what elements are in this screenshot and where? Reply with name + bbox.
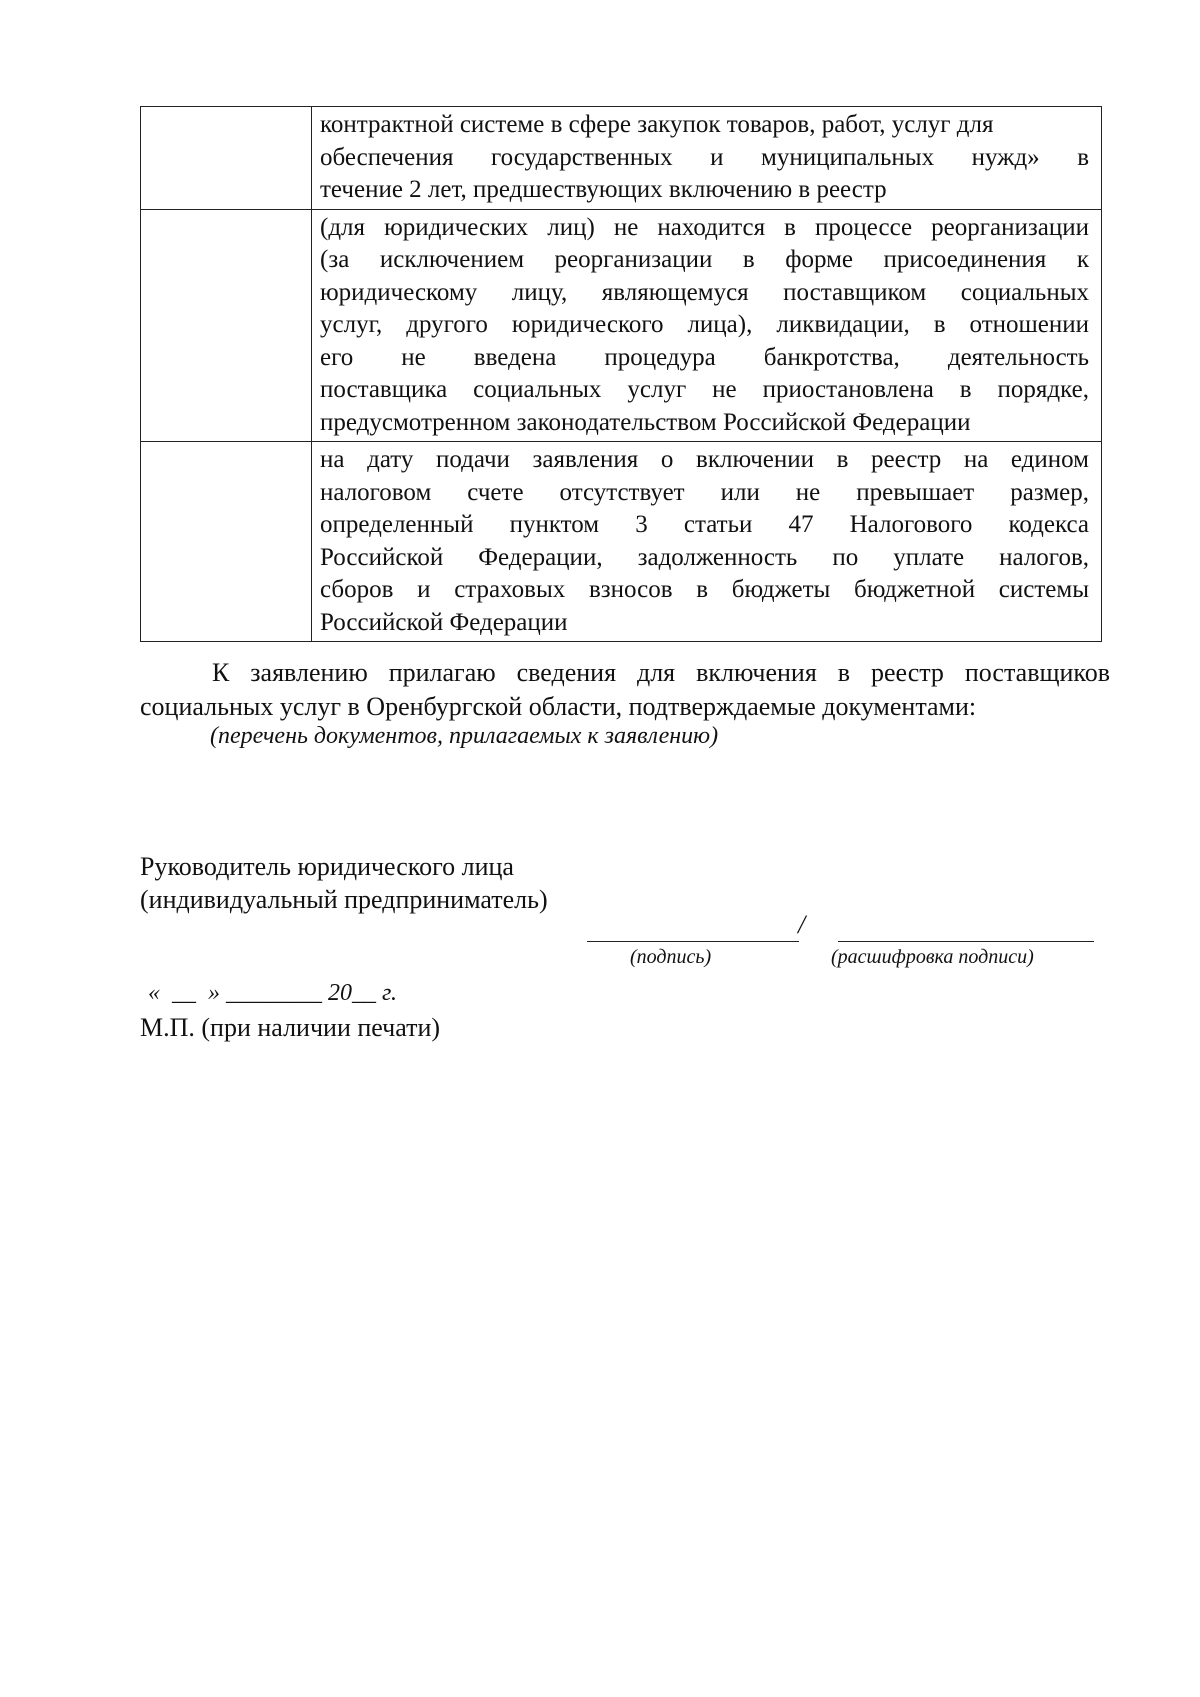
- table-text-line: контрактной системе в сфере закупок товаров, работ, услуг для: [320, 111, 994, 138]
- table-text-line: Российской Федерации, задолженность по уплате налогов,: [320, 543, 1089, 571]
- table-text-line: его не введена процедура банкротства, деятельность: [320, 343, 1089, 371]
- table-text-line: юридическому лицу, являющемуся поставщиком социальных: [320, 278, 1089, 306]
- table-text-cell: [312, 209, 1102, 442]
- table-row: [141, 209, 1102, 442]
- signature-caption: (подпись): [630, 946, 712, 968]
- table-text-cell: [312, 107, 1102, 210]
- date-line: « __ » ________ 20__ г.: [148, 980, 398, 1006]
- signature-slash: /: [798, 910, 806, 939]
- attachment-paragraph: К заявлению прилагаю сведения для включения в реестр поставщиков социальных услуг в Оренбургской области, подтверждаемые документами:: [140, 658, 1110, 721]
- table-mark-cell: [141, 107, 312, 210]
- table-text-line: сборов и страховых взносов в бюджеты бюджетной системы: [320, 576, 1089, 603]
- table-text-line: Российской Федерации: [320, 608, 568, 636]
- table-mark-cell: [141, 442, 312, 642]
- head-title: Руководитель юридического лица: [140, 852, 514, 881]
- table-text-line: течение 2 лет, предшествующих включению в реестр: [320, 176, 887, 203]
- table-text-line: определенный пунктом 3 статьи 47 Налогового кодекса: [320, 511, 1089, 538]
- signature-decode-caption: (расшифровка подписи): [831, 946, 1034, 968]
- table-text-line: услуг, другого юридического лица), ликвидации, в отношении: [320, 311, 1089, 338]
- table-text-line: предусмотренном законодательством Российской Федерации: [320, 408, 971, 436]
- attachment-hint: (перечень документов, прилагаемых к заявлению): [210, 723, 719, 749]
- table-row: [141, 107, 1102, 210]
- table-text-cell: [312, 442, 1102, 642]
- table-text-line: (для юридических лиц) не находится в процессе реорганизации: [320, 213, 1089, 241]
- table-text-line: налоговом счете отсутствует или не превышает размер,: [320, 478, 1089, 506]
- table-text-line: (за исключением реорганизации в форме присоединения к: [320, 246, 1089, 273]
- table-row: [141, 442, 1102, 642]
- table-mark-cell: [141, 209, 312, 442]
- table-text-line: на дату подачи заявления о включении в реестр на едином: [320, 446, 1089, 473]
- table-text-line: обеспечения государственных и муниципальных нужд» в: [320, 143, 1089, 171]
- requirements-table: [140, 106, 1102, 642]
- signature-decode-line: [838, 941, 1094, 942]
- signature-line: [587, 941, 799, 942]
- table-text-line: поставщика социальных услуг не приостановлена в порядке,: [320, 376, 1089, 403]
- head-subtitle: (индивидуальный предприниматель): [140, 885, 548, 914]
- stamp-line: М.П. (при наличии печати): [140, 1013, 441, 1042]
